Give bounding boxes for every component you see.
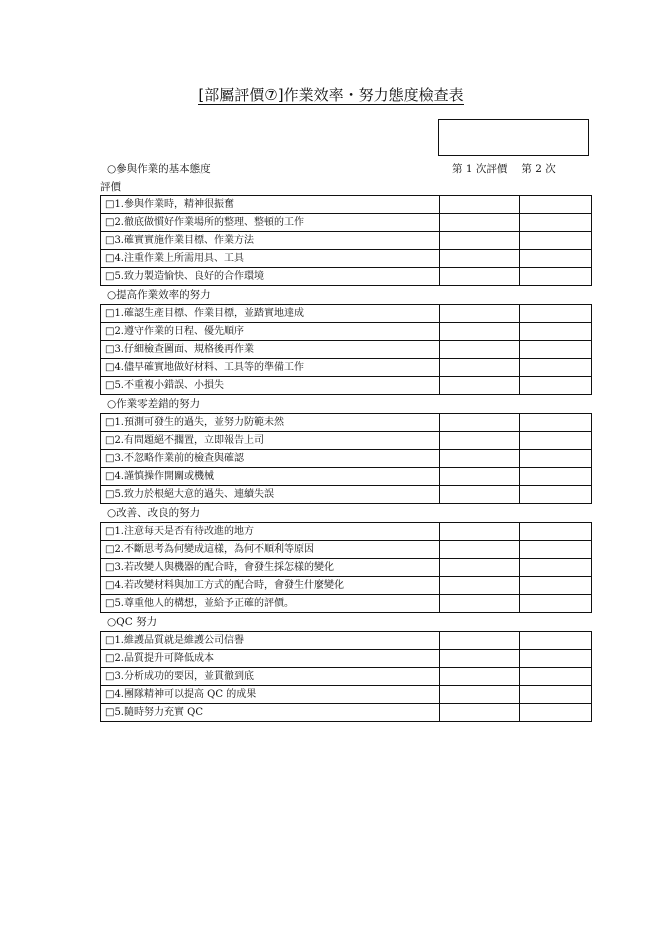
- second-evaluation-cell[interactable]: [520, 214, 592, 232]
- first-evaluation-cell[interactable]: [440, 232, 520, 250]
- second-evaluation-cell[interactable]: [520, 268, 592, 286]
- column-second-evaluation: 第 2 次: [521, 163, 556, 175]
- second-evaluation-cell[interactable]: [520, 632, 592, 650]
- checklist-item[interactable]: □5.尊重他人的構想，並給予正確的評價。: [101, 595, 440, 613]
- second-evaluation-cell[interactable]: [520, 359, 592, 377]
- second-evaluation-cell[interactable]: [520, 541, 592, 559]
- evaluation-table: [100, 195, 592, 286]
- checklist-item[interactable]: □4.若改變材料與加工方式的配合時，會發生什麼變化: [101, 577, 440, 595]
- first-evaluation-cell[interactable]: [440, 486, 520, 504]
- table-row: [101, 305, 592, 323]
- first-evaluation-cell[interactable]: [440, 595, 520, 613]
- checklist-item[interactable]: □1.確認生產目標、作業目標，並踏實地達成: [101, 305, 440, 323]
- score-box[interactable]: [438, 119, 589, 156]
- second-evaluation-cell[interactable]: [520, 432, 592, 450]
- first-evaluation-cell[interactable]: [440, 214, 520, 232]
- first-evaluation-cell[interactable]: [440, 632, 520, 650]
- table-row: [101, 341, 592, 359]
- checklist-item[interactable]: □2.遵守作業的日程、優先順序: [101, 323, 440, 341]
- section-heading: ○提高作業效率的努力: [107, 289, 211, 301]
- first-evaluation-cell[interactable]: [440, 523, 520, 541]
- first-evaluation-cell[interactable]: [440, 541, 520, 559]
- checklist-item[interactable]: □1.注意每天是否有待改進的地方: [101, 523, 440, 541]
- second-evaluation-cell[interactable]: [520, 704, 592, 722]
- page-title: [部屬評價⑦]作業效率・努力態度檢查表: [198, 86, 464, 104]
- checklist-item[interactable]: □1.參與作業時，精神很振奮: [101, 196, 440, 214]
- evaluation-table: [100, 304, 592, 395]
- first-evaluation-cell[interactable]: [440, 559, 520, 577]
- checklist-item[interactable]: □2.徹底做慣好作業場所的整理、整頓的工作: [101, 214, 440, 232]
- checklist-item[interactable]: □5.致力於根絕大意的過失、連續失誤: [101, 486, 440, 504]
- first-evaluation-cell[interactable]: [440, 341, 520, 359]
- checklist-item[interactable]: □2.不斷思考為何變成這樣，為何不順利等原因: [101, 541, 440, 559]
- section-heading: ○QC 努力: [107, 616, 158, 628]
- first-evaluation-cell[interactable]: [440, 377, 520, 395]
- second-evaluation-cell[interactable]: [520, 341, 592, 359]
- checklist-item[interactable]: □1.維護品質就是維護公司信譽: [101, 632, 440, 650]
- first-evaluation-cell[interactable]: [440, 704, 520, 722]
- second-evaluation-cell[interactable]: [520, 196, 592, 214]
- second-evaluation-cell[interactable]: [520, 686, 592, 704]
- first-evaluation-cell[interactable]: [440, 686, 520, 704]
- first-evaluation-cell[interactable]: [440, 668, 520, 686]
- second-evaluation-cell[interactable]: [520, 468, 592, 486]
- checklist-item[interactable]: □5.不重複小錯誤、小損失: [101, 377, 440, 395]
- second-evaluation-cell[interactable]: [520, 414, 592, 432]
- table-row: [101, 577, 592, 595]
- table-row: [101, 559, 592, 577]
- table-row: [101, 486, 592, 504]
- column-first-evaluation: 第 1 次評價: [452, 163, 508, 175]
- second-evaluation-cell[interactable]: [520, 305, 592, 323]
- checklist-item[interactable]: □3.若改變人與機器的配合時，會發生採怎樣的變化: [101, 559, 440, 577]
- second-evaluation-cell[interactable]: [520, 250, 592, 268]
- second-evaluation-cell[interactable]: [520, 523, 592, 541]
- table-row: [101, 668, 592, 686]
- checklist-item[interactable]: □5.致力製造愉快、良好的合作環境: [101, 268, 440, 286]
- first-evaluation-cell[interactable]: [440, 432, 520, 450]
- first-evaluation-cell[interactable]: [440, 196, 520, 214]
- table-row: [101, 414, 592, 432]
- second-evaluation-cell[interactable]: [520, 377, 592, 395]
- first-evaluation-cell[interactable]: [440, 450, 520, 468]
- second-evaluation-cell[interactable]: [520, 232, 592, 250]
- second-evaluation-cell[interactable]: [520, 595, 592, 613]
- heading-wrap-text: 評價: [100, 181, 121, 193]
- table-row: [101, 686, 592, 704]
- checklist-item[interactable]: □4.儘早確實地做好材料、工具等的準備工作: [101, 359, 440, 377]
- first-evaluation-cell[interactable]: [440, 577, 520, 595]
- table-row: [101, 196, 592, 214]
- second-evaluation-cell[interactable]: [520, 559, 592, 577]
- table-row: [101, 214, 592, 232]
- checklist-item[interactable]: □5.隨時努力充實 QC: [101, 704, 440, 722]
- second-evaluation-cell[interactable]: [520, 450, 592, 468]
- second-evaluation-cell[interactable]: [520, 486, 592, 504]
- first-evaluation-cell[interactable]: [440, 650, 520, 668]
- evaluation-table: [100, 522, 592, 613]
- table-row: [101, 323, 592, 341]
- table-row: [101, 359, 592, 377]
- table-row: [101, 250, 592, 268]
- table-row: [101, 541, 592, 559]
- table-row: [101, 523, 592, 541]
- first-evaluation-cell[interactable]: [440, 305, 520, 323]
- checklist-item[interactable]: □4.團隊精神可以提高 QC 的成果: [101, 686, 440, 704]
- second-evaluation-cell[interactable]: [520, 650, 592, 668]
- table-row: [101, 432, 592, 450]
- second-evaluation-cell[interactable]: [520, 668, 592, 686]
- first-evaluation-cell[interactable]: [440, 268, 520, 286]
- section-heading: ○作業零差錯的努力: [107, 398, 201, 410]
- checklist-item[interactable]: □3.仔細檢查圖面、規格後再作業: [101, 341, 440, 359]
- checklist-item[interactable]: □1.預測可發生的過失，並努力防範未然: [101, 414, 440, 432]
- table-row: [101, 595, 592, 613]
- checklist-item[interactable]: □4.注重作業上所需用具、工具: [101, 250, 440, 268]
- table-row: [101, 632, 592, 650]
- first-evaluation-cell[interactable]: [440, 323, 520, 341]
- table-row: [101, 268, 592, 286]
- checklist-item[interactable]: □3.分析成功的要因，並貫徹到底: [101, 668, 440, 686]
- table-row: [101, 468, 592, 486]
- table-row: [101, 450, 592, 468]
- checklist-item[interactable]: □3.確實實施作業目標、作業方法: [101, 232, 440, 250]
- second-evaluation-cell[interactable]: [520, 577, 592, 595]
- section-heading: ○參與作業的基本態度: [107, 163, 211, 175]
- table-row: [101, 650, 592, 668]
- first-evaluation-cell[interactable]: [440, 250, 520, 268]
- checklist-item[interactable]: □4.謹慎操作開關或機械: [101, 468, 440, 486]
- evaluation-table: [100, 631, 592, 722]
- column-headers: [452, 160, 556, 178]
- table-row: [101, 232, 592, 250]
- checklist-item[interactable]: □2.品質提升可降低成本: [101, 650, 440, 668]
- first-evaluation-cell[interactable]: [440, 468, 520, 486]
- first-evaluation-cell[interactable]: [440, 359, 520, 377]
- table-row: [101, 704, 592, 722]
- section-heading: ○改善、改良的努力: [107, 507, 201, 519]
- checklist-item[interactable]: □2.有問題絕不擱置，立即報告上司: [101, 432, 440, 450]
- second-evaluation-cell[interactable]: [520, 323, 592, 341]
- evaluation-table: [100, 413, 592, 504]
- first-evaluation-cell[interactable]: [440, 414, 520, 432]
- table-row: [101, 377, 592, 395]
- checklist-item[interactable]: □3.不忽略作業前的檢查與確認: [101, 450, 440, 468]
- evaluation-form: [100, 195, 591, 722]
